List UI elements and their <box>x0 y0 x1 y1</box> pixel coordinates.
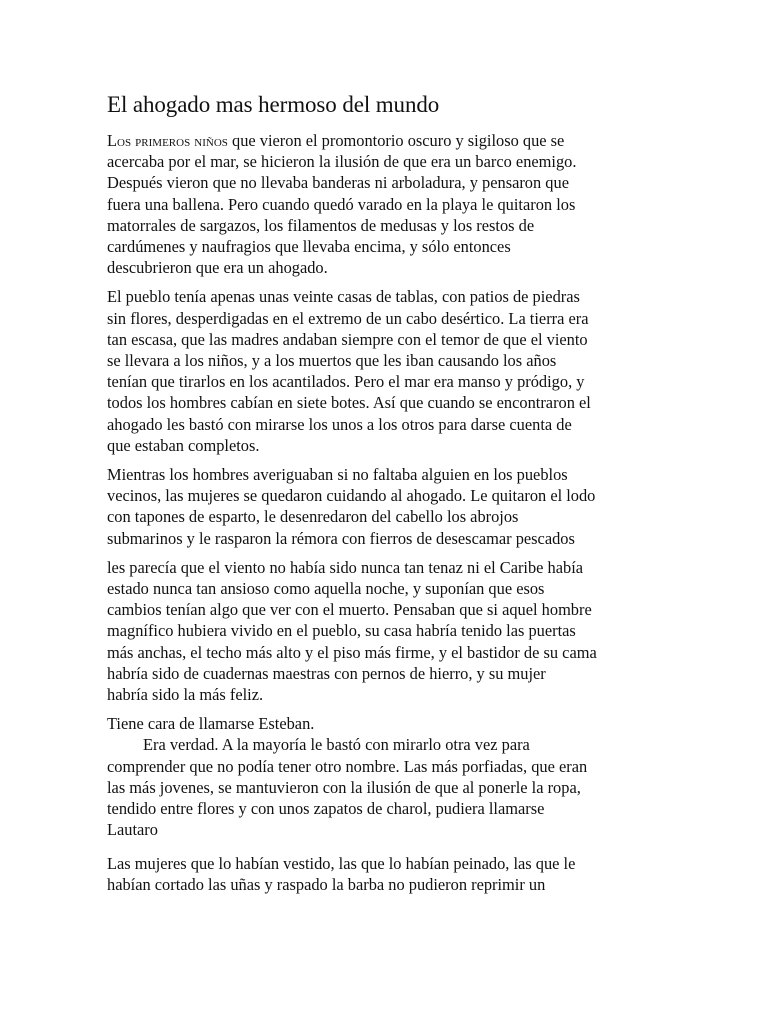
paragraph-2-line-3: tan escasa, que las madres andaban siempre con el temor de que el viento <box>107 329 588 349</box>
paragraph-1-line-1 <box>107 130 667 151</box>
paragraph-3-line-1: Mientras los hombres averiguaban si no faltaba alguien en los pueblos <box>107 465 568 485</box>
paragraph-2-line-1: El pueblo tenía apenas unas veinte casas de tablas, con patios de piedras <box>107 287 580 307</box>
paragraph-1-line-6: cardúmenes y naufragios que llevaba encima, y sólo entonces <box>107 237 511 257</box>
paragraph-3-line-2: vecinos, las mujeres se quedaron cuidando al ahogado. Le quitaron el lodo <box>107 486 596 506</box>
paragraph-7-line-1: Las mujeres que lo habían vestido, las que lo habían peinado, las que le <box>107 853 576 873</box>
paragraph-4-line-7: habría sido la más feliz. <box>107 685 264 705</box>
paragraph-4-line-6: habría sido de cuadernas maestras con pernos de hierro, y su mujer <box>107 663 546 683</box>
paragraph-6-line-1-text: Era verdad. A la mayoría le bastó con mirarlo otra vez para <box>143 735 530 755</box>
paragraph-1-line-5: matorrales de sargazos, los filamentos de medusas y los restos de <box>107 215 535 235</box>
paragraph-2-line-5: tenían que tirarlos en los acantilados. Pero el mar era manso y pródigo, y <box>107 372 585 392</box>
paragraph-3-line-3: con tapones de esparto, le desenredaron del cabello los abrojos <box>107 507 519 527</box>
paragraph-6-line-3: las más jovenes, se mantuvieron con la ilusión de que al ponerle la ropa, <box>107 777 581 797</box>
paragraph-6 <box>107 734 667 840</box>
paragraph-4-line-1: les parecía que el viento no había sido nunca tan tenaz ni el Caribe había <box>107 557 584 577</box>
paragraph-1-line-2: acercaba por el mar, se hicieron la ilusión de que era un barco enemigo. <box>107 152 577 172</box>
paragraph-7-line-2: habían cortado las uñas y raspado la barba no pudieron reprimir un <box>107 874 546 894</box>
paragraph-2 <box>107 286 667 456</box>
paragraph-1-line-1-rest: que vieron el promontorio oscuro y sigiloso que se <box>227 131 565 150</box>
document-content <box>107 90 667 903</box>
paragraph-4-line-5: más anchas, el techo más alto y el piso más firme, y el bastidor de su cama <box>107 642 597 662</box>
paragraph-6-line-2: comprender que no podía tener otro nombre. Las más porfiadas, que eran <box>107 756 588 776</box>
paragraph-1-line-7: descubrieron que era un ahogado. <box>107 258 328 278</box>
paragraph-2-line-7: ahogado les bastó con mirarse los unos a los otros para darse cuenta de <box>107 414 572 434</box>
paragraph-6-line-4: tendido entre flores y con unos zapatos de charol, pudiera llamarse <box>107 799 545 819</box>
paragraph-2-line-2: sin flores, desperdigadas en el extremo de un cabo desértico. La tierra era <box>107 308 589 328</box>
paragraph-5 <box>107 713 667 734</box>
opening-small-caps: Los primeros niños <box>107 131 228 150</box>
paragraph-3-line-4: submarinos y le rasparon la rémora con fierros de desescamar pescados <box>107 528 575 548</box>
paragraph-4-line-4: magnífico hubiera vivido en el pueblo, su casa habría tenido las puertas <box>107 621 576 641</box>
paragraph-4 <box>107 557 667 705</box>
paragraph-2-line-4: se llevara a los niños, y a los muertos que les iban causando los años <box>107 351 557 371</box>
paragraph-2-line-6: todos los hombres cabían en siete botes. Así que cuando se encontraron el <box>107 393 591 413</box>
paragraph-2-line-8: que estaban completos. <box>107 435 260 455</box>
paragraph-1-line-4: fuera una ballena. Pero cuando quedó varado en la playa le quitaron los <box>107 194 576 214</box>
paragraph-4-line-3: cambios tenían algo que ver con el muerto. Pensaban que si aquel hombre <box>107 600 592 620</box>
paragraph-1 <box>107 130 667 278</box>
paragraph-4-line-2: estado nunca tan ansioso como aquella noche, y suponían que esos <box>107 579 545 599</box>
paragraph-6-line-5: Lautaro <box>107 820 158 840</box>
paragraph-3 <box>107 464 667 549</box>
paragraph-6-line-1 <box>107 734 667 755</box>
document-title: El ahogado mas hermoso del mundo <box>107 92 440 117</box>
paragraph-5-line-1: Tiene cara de llamarse Esteban. <box>107 714 315 734</box>
paragraph-1-line-3: Después vieron que no llevaba banderas ni arboladura, y pensaron que <box>107 173 569 193</box>
paragraph-7 <box>107 853 667 895</box>
